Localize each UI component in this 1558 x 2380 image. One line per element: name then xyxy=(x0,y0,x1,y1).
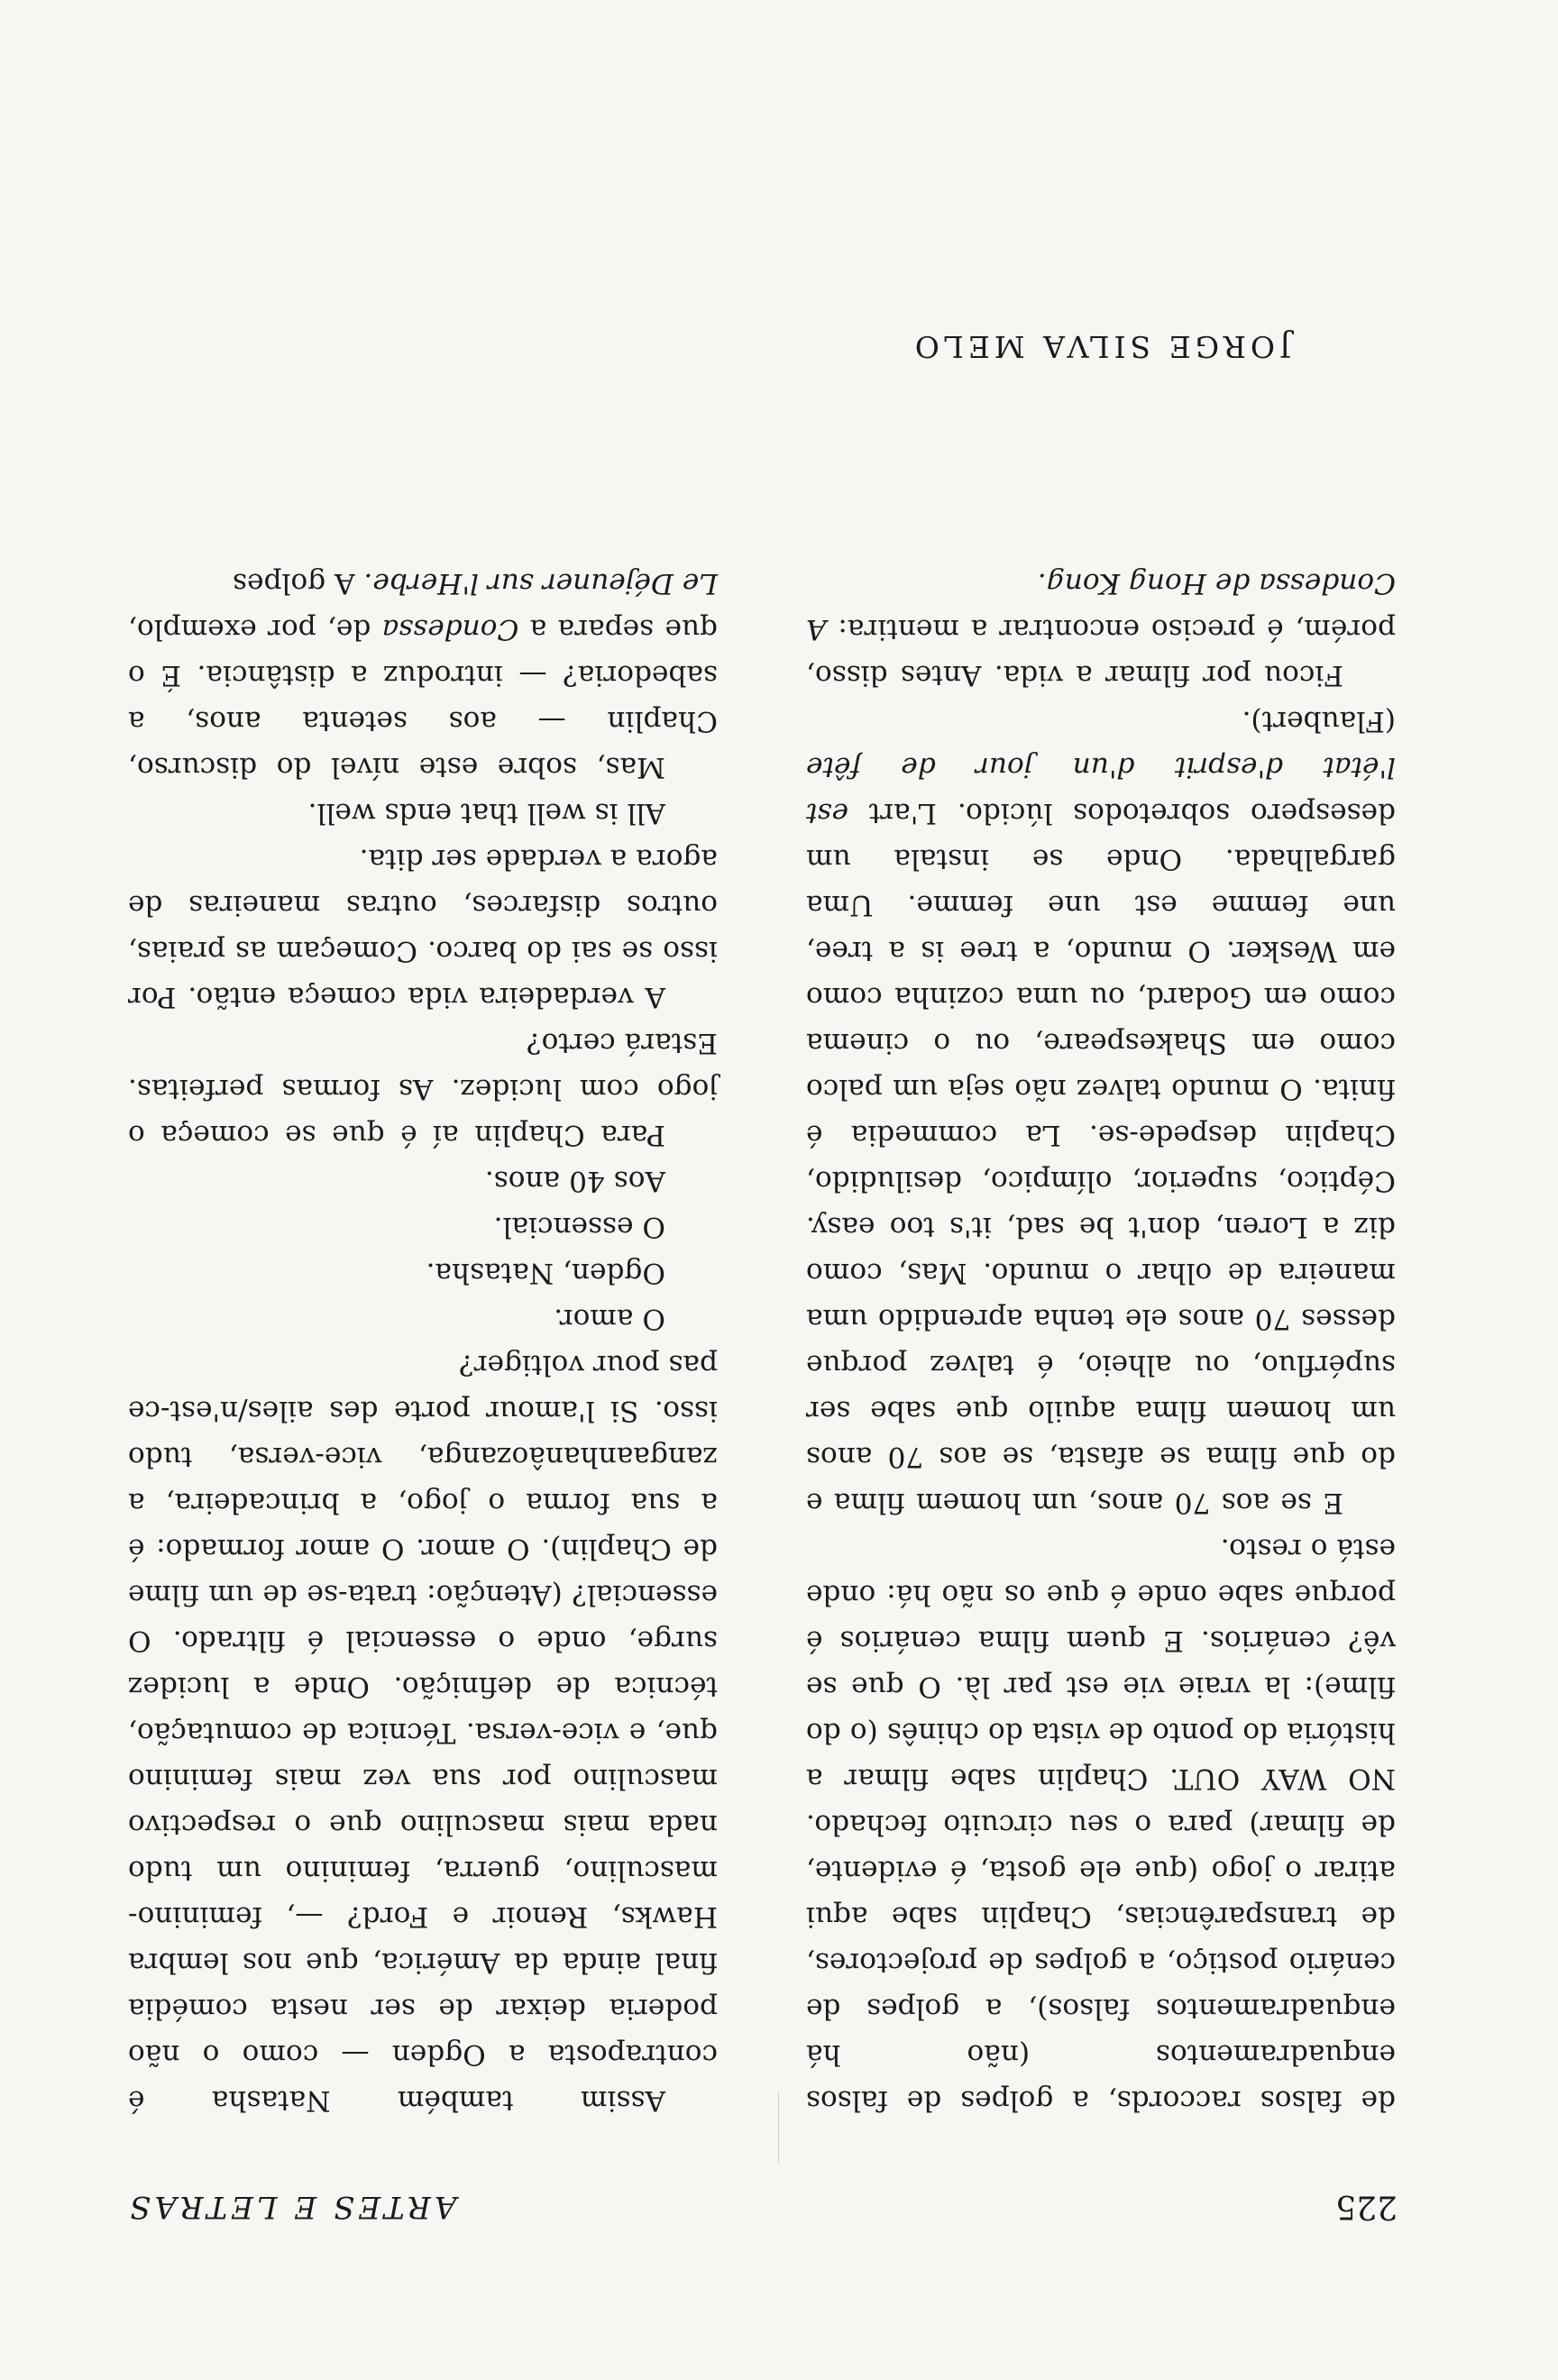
author-signature: JORGE SILVA MELO xyxy=(910,329,1292,364)
paragraph: de falsos raccords, a golpes de falsos enquadramentos (não há enquadramentos falsos), a golpes de cenário postiço, a golpes de projectores, de transparências, Chaplin sabe aqui atirar o jogo (que ele gosta, é evidente, de filmar) para o seu circuito fechado. NO WAY OUT. Chaplin sabe filmar a história do ponto de vista do chinês (o do filme): la vraie vie est par là. O que se vê? cenários. E quem filma cenários é porque sabe onde é que os não há: onde está o resto. xyxy=(806,1533,1396,2117)
running-head xyxy=(126,2180,1398,2225)
film-title: A Condessa de Hong Kong. xyxy=(806,567,1396,645)
page-number: 225 xyxy=(1335,2188,1398,2225)
paragraph-text: Ficou por filmar a vida. Antes disso, porém, é preciso encontrar a mentira: xyxy=(806,613,1396,691)
column-divider xyxy=(778,2092,779,2164)
paragraph-text: A golpes xyxy=(233,567,355,600)
short-line: Ogden, Natasha. xyxy=(426,1257,665,1289)
paragraph: Assim também Natasha é contraposta a Ogden — como o não poderia deixar de ser nesta comédia final ainda da América, que nos lembra Hawks, Renoir e Ford? —, feminino-masculino, guerra, feminino um tudo nada mais masculino que o respectivo masculino por sua vez mais feminino que, e vice-versa. Técnica de comutação, técnica de definição. Onde a lucidez surge, onde o essencial é filtrado. O essencial? (Atenção: trata-se de um filme de Chaplin). O amor. O amor formado: é a sua forma o jogo, a brincadeira, a zangaanhanâozanga, vice-versa, tudo isso. Si l'amour porte des ailes/n'est-ce pas pour voltiger? xyxy=(128,1349,718,2117)
short-line: Aos 40 anos. xyxy=(484,1165,665,1197)
short-line: O essencial. xyxy=(493,1211,665,1243)
paragraph: Para Chaplin aí é que se começa o jogo com lucidez. As formas perfeitas. Estará certo? xyxy=(128,1027,718,1151)
short-line: All is well that ends well. xyxy=(307,797,665,829)
italic-quote: est l'état d'esprit d'un jour de fête xyxy=(806,751,1396,829)
paragraph xyxy=(806,560,1396,698)
paragraph xyxy=(128,560,718,790)
paragraph xyxy=(806,698,1396,1525)
left-column xyxy=(806,560,1396,2123)
film-title: Le Déjeuner sur l'Herbe. xyxy=(363,567,718,600)
citation: (Flaubert). xyxy=(1242,705,1396,737)
short-line: O amor. xyxy=(554,1303,665,1335)
paragraph: A verdadeira vida começa então. Por isso se sai do barco. Começam as praias, outros disfarces, outras maneiras de agora a verdade ser dita. xyxy=(128,843,718,1013)
paragraph-text: de, por exemplo, xyxy=(128,613,371,645)
film-title: Condessa xyxy=(381,613,519,645)
section-title: ARTES E LETRAS xyxy=(126,2189,457,2225)
paragraph-text: Mas, sobre este nível do discurso, Chaplin — aos setenta anos, a sabedoria? — introduz a distância. É o que separa a xyxy=(128,613,718,783)
right-column xyxy=(128,560,718,2123)
paragraph-text: E se aos 70 anos, um homem filma e do que filma se afasta, se aos 70 anos um homem filma aquilo que sabe ser supérfluo, ou alheio, é talvez porque desses 70 anos ele tenha aprendido uma maneira de olhar o mundo. Mas, como diz a Loren, don't be sad, it's too easy. Céptico, superior, olímpico, desiludido, Chaplin despede-se. La commedia é finita. O mundo talvez não seja um palco como em Shakespeare, ou o cinema como em Godard, ou uma cozinha como em Wesker. O mundo, a tree is a tree, une femme est une femme. Uma gargalhada. Onde se instala um desespero sobretodos lúcido. L'art xyxy=(806,797,1396,1519)
